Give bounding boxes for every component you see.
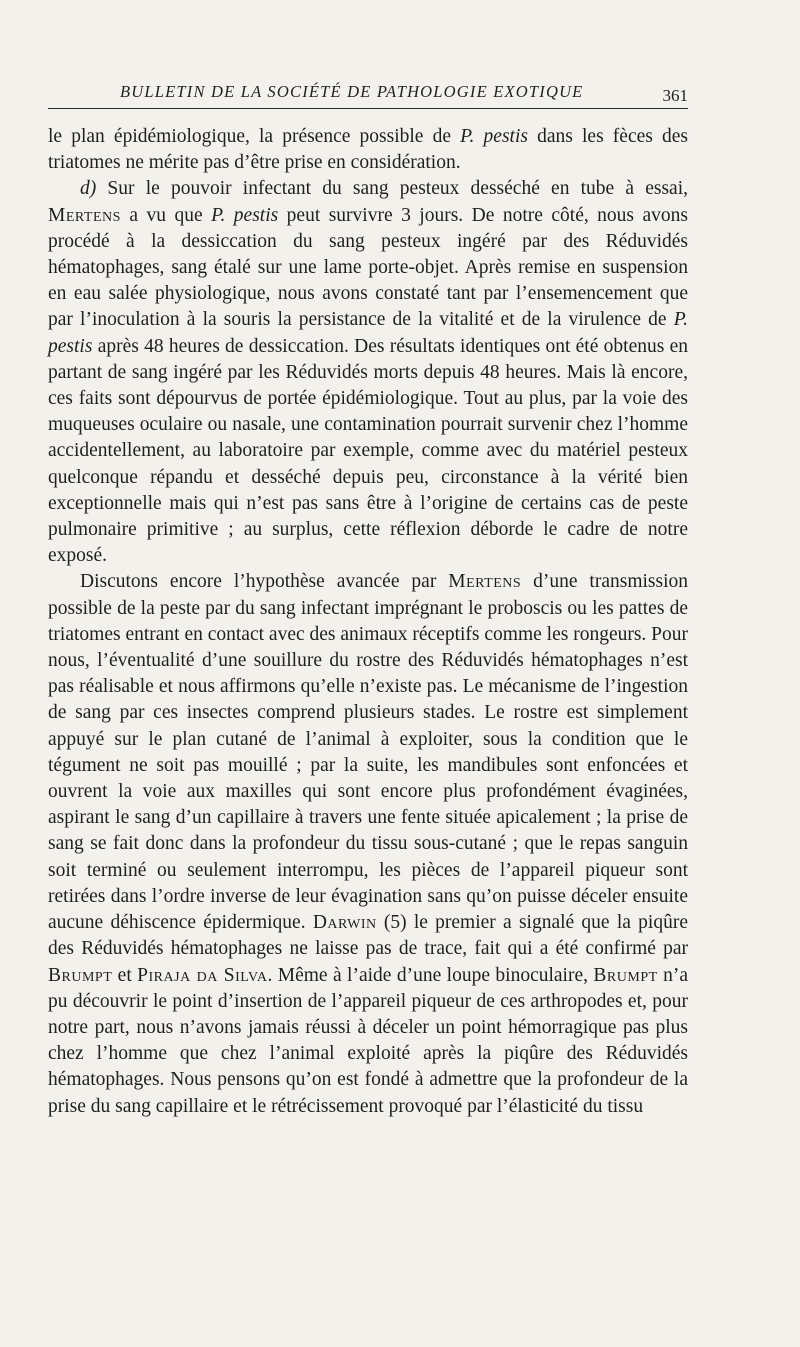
italic-text: P. pestis: [211, 204, 279, 226]
text-run: a vu que: [120, 204, 212, 226]
running-title: BULLETIN DE LA SOCIÉTÉ DE PATHOLOGIE EXOTIQUE: [120, 82, 584, 101]
text-run: le plan épidémiologique, la présence possible de: [48, 126, 461, 147]
author-name: Brumpt: [48, 964, 113, 986]
text-run: et: [112, 964, 138, 986]
text-run: Sur le pouvoir infectant du sang pesteux desséché en tube à essai,: [96, 178, 688, 200]
body-text: [48, 124, 688, 1120]
text-run: après 48 heures de dessiccation. Des résultats identiques ont été obtenus en partant de sang ingéré par les Réduvidés morts depuis 48 heures. Mais là encore, ces faits sont dépourvus de portée épidémiologique. Tout au plus, par la voie des muqueuses oculaire ou nasale, une contamination pourrait survenir chez l’homme accidentellement, au laboratoire par exemple, comme avec du matériel pesteux quelconque répandu et desséché depuis peu, circonstance à la vérité bien exceptionnelle mais qui n’est pas sans être à l’origine de certains cas de peste pulmonaire primitive ; au surplus, cette réflexion déborde le cadre de notre exposé.: [48, 335, 688, 567]
text-run: Discutons encore l’hypothèse avancée par: [80, 571, 449, 593]
author-name: Mertens: [448, 571, 522, 593]
text-run: d’une transmission possible de la peste par du sang infectant imprégnant le proboscis ou les pattes de triatomes entrant en contact avec des animaux réceptifs comme les rongeurs. Pour nous, l’éventualité d’une souillure du rostre des Réduvidés hématophages n’est pas réalisable et nous affirmons qu’elle n’existe pas. Le mécanisme de l’ingestion de sang par ces insectes comprend plusieurs stades. Le rostre est simplement appuyé sur le plan cutané de l’animal à exploiter, sous la condition que le tégument ne soit pas mouillé ; par la suite, les mandibules sont enfoncées et ouvrent la voie aux maxilles qui sont encore plus profondément évaginées, aspirant le sang d’un capillaire à travers une fente située apicalement ; la prise de sang se fait donc dans la profondeur du tissu sous-cutané ; que le repas sanguin soit terminé ou seulement interrompu, les pièces de l’appareil piqueur sont retirées dans l’ordre inverse de leur évagination sans qu’on puisse déceler ensuite aucune déhiscence épidermique.: [48, 571, 689, 934]
page-header: [48, 78, 688, 109]
italic-text: P. pestis: [460, 126, 528, 147]
text-run: (5) le premier a signalé que la piqûre des Réduvidés hématophages ne laisse pas de trace, fait qui a été confirmé par: [48, 912, 688, 960]
italic-text: d): [80, 178, 97, 200]
text-run: dans les fèces des triatomes ne mérite pas d’être prise en considération.: [48, 126, 688, 174]
italic-text: P. pestis: [48, 309, 688, 357]
author-name: Mertens: [48, 204, 121, 226]
text-run: . Même à l’aide d’une loupe binoculaire,: [267, 964, 594, 986]
author-name: Darwin: [312, 912, 377, 934]
text-run: n’a pu découvrir le point d’insertion de l’appareil piqueur de ces arthropodes et, pour notre part, nous n’avons jamais réussi à déceler un point hémorragique pas plus chez l’homme que chez l’animal exploité après la piqûre des Réduvidés hématophages. Nous pensons qu’on est fondé à admettre que la profondeur de la prise du sang capillaire et le rétrécissement provoqué par l’élasticité du tissu: [48, 964, 688, 1117]
paragraph: [48, 124, 688, 176]
text-run: peut survivre 3 jours. De notre côté, nous avons procédé à la dessiccation du sang pesteux ingéré par des Réduvidés hématophages, sang étalé sur une lame porte-objet. Après remise en suspension en eau salée physiologique, nous avons constaté tant par l’ensemencement que par l’inoculation à la souris la persistance de la vitalité et de la virulence de: [48, 204, 688, 331]
paragraph: [48, 176, 688, 569]
page-number: 361: [662, 86, 688, 105]
author-name: Piraja da Silva: [137, 964, 268, 986]
author-name: Brumpt: [593, 964, 658, 986]
paragraph: [48, 569, 688, 1119]
